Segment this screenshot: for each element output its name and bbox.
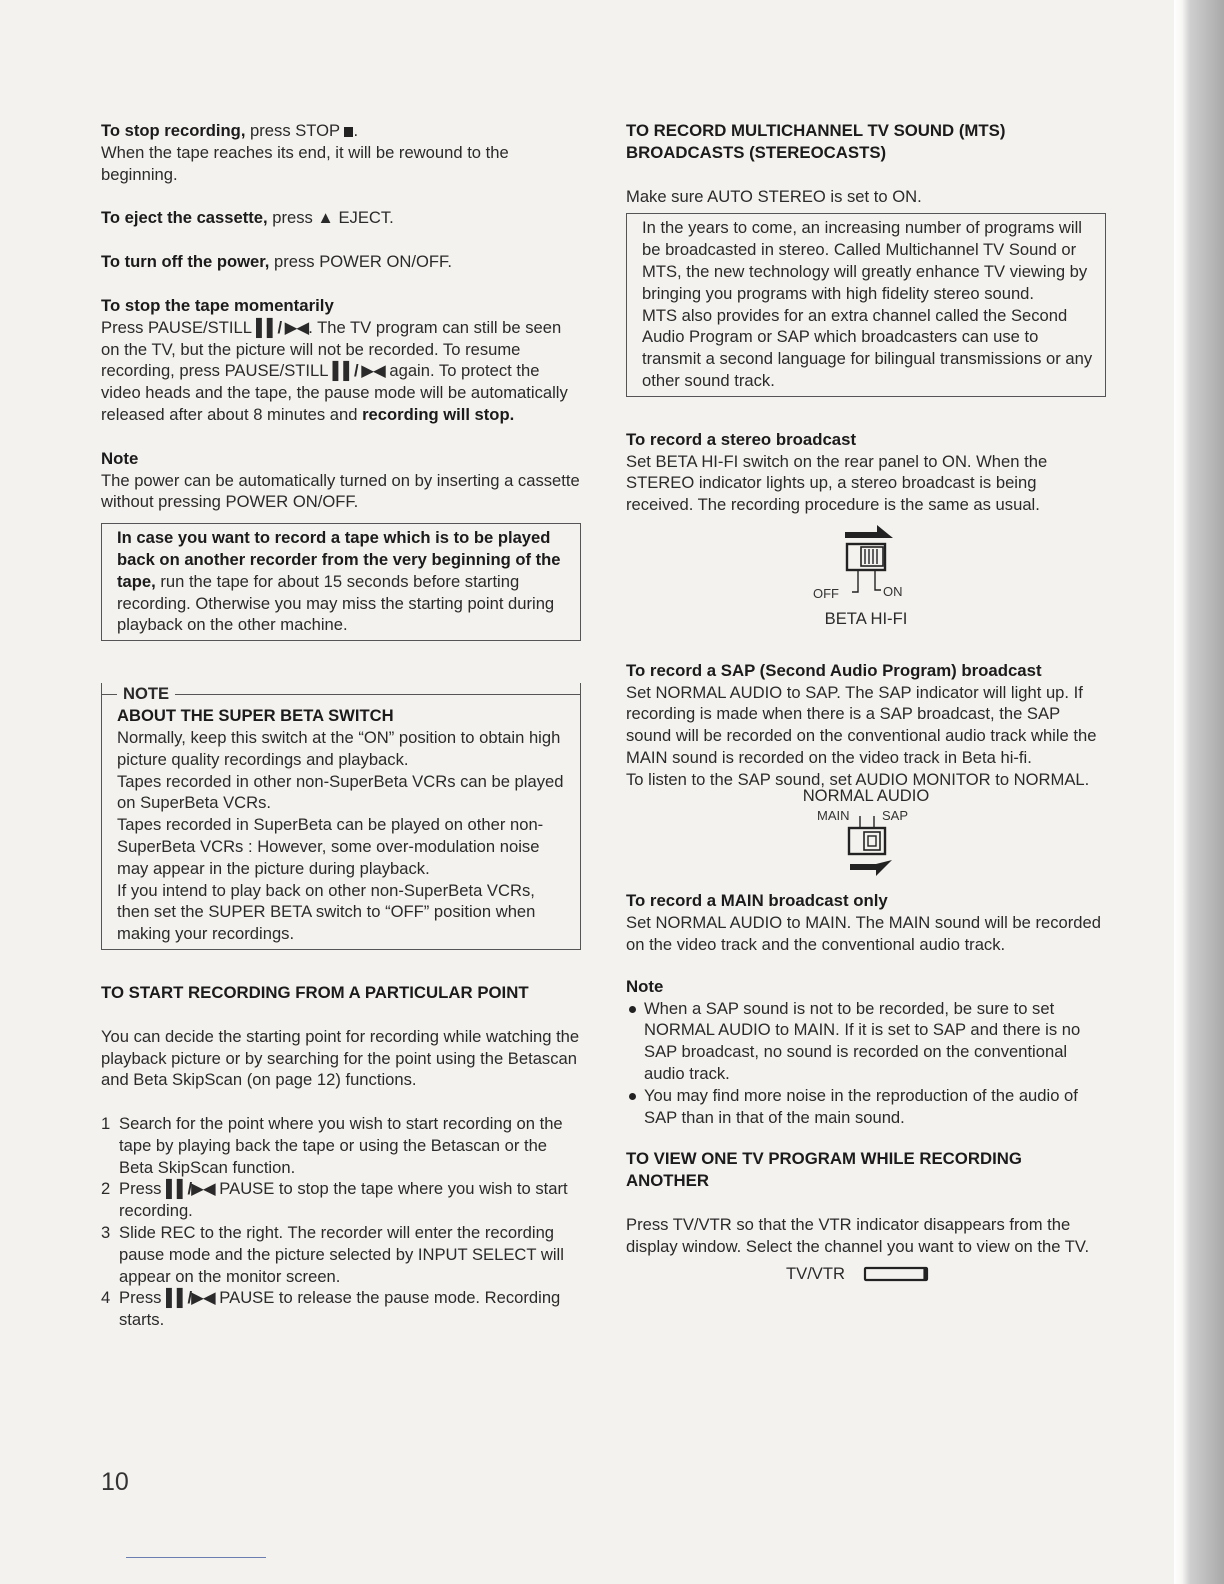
momentary-bold-end: recording will stop. bbox=[362, 404, 515, 424]
step-text-post: PAUSE to stop the tape where you wish to start recording. bbox=[119, 1179, 568, 1221]
momentary-text-2: . The TV program can still be seen on the TV, but the picture will not be recorded. To resume recording, press PAUSE/STILL bbox=[101, 317, 562, 381]
footer-line bbox=[126, 1557, 266, 1558]
step-number: 2 bbox=[101, 1179, 111, 1199]
step-number: 3 bbox=[101, 1223, 111, 1243]
sap-label: SAP bbox=[882, 808, 909, 824]
tape-beginning-text: run the tape for about 15 seconds before starting recording. Otherwise you may miss the starting point during playback on the other machine. bbox=[117, 571, 555, 635]
stop-recording-lead: To stop recording, bbox=[101, 121, 246, 140]
mts-heading: TO RECORD MULTICHANNEL TV SOUND (MTS) BROADCASTS (STEREOCASTS) bbox=[626, 121, 1006, 162]
momentary-paragraph bbox=[101, 317, 581, 426]
step-text: Search for the point where you wish to start recording on the tape by playing back the tape or using the Betascan or the Beta SkipScan function. bbox=[119, 1114, 563, 1177]
view-program-text: Press TV/VTR so that the VTR indicator disappears from the display window. Select the channel you want to view on the TV. bbox=[626, 1214, 1090, 1256]
step-number: 4 bbox=[101, 1288, 111, 1308]
step-text-post: PAUSE to release the pause mode. Recording starts. bbox=[119, 1288, 561, 1330]
normal-audio-switch-icon bbox=[806, 806, 926, 886]
beta-hifi-figure bbox=[626, 522, 1106, 630]
pause-icon: ▌▌/▶◀ bbox=[166, 1179, 215, 1199]
note-label: NOTE bbox=[123, 684, 170, 704]
step-text-pre: Press bbox=[119, 1179, 167, 1199]
power-text: press POWER ON/OFF. bbox=[269, 252, 452, 272]
normal-audio-figure bbox=[626, 785, 1106, 887]
main-label: MAIN bbox=[817, 808, 850, 824]
stereo-text: Set BETA HI-FI switch on the rear panel to ON. When the STEREO indicator lights up, a stereo broadcast is being received. The recording procedure is the same as usual. bbox=[626, 451, 1048, 515]
page-edge-shadow bbox=[1174, 0, 1224, 1584]
step-text: Slide REC to the right. The recorder will enter the recording pause mode and the picture selected by INPUT SELECT will appear on the monitor screen. bbox=[119, 1223, 564, 1286]
eject-text: press ▲ EJECT. bbox=[267, 208, 394, 228]
right-column bbox=[626, 120, 1106, 1285]
stop-recording-body: When the tape reaches its end, it will be rewound to the beginning. bbox=[101, 142, 509, 184]
recording-steps-list bbox=[101, 1113, 581, 1331]
note-item: You may find more noise in the reproduction of the audio of SAP than in that of the main sound. bbox=[626, 1085, 1106, 1129]
off-label: OFF bbox=[813, 585, 839, 601]
momentary-text-3: again. To protect the video heads and the tape, the pause mode will be automatically released after about 8 minutes and bbox=[101, 361, 568, 424]
mts-box-text-1: In the years to come, an increasing number of programs will be broadcasted in stereo. Called Multichannel TV Sound or MTS, the new technology will greatly enhance TV viewing by bringing you programs with high fidelity stereo sound. bbox=[642, 218, 1088, 303]
sap-text-2: To listen to the SAP sound, set AUDIO MONITOR to NORMAL. bbox=[626, 769, 1090, 789]
step-item bbox=[101, 1222, 581, 1287]
beta-hifi-switch-icon bbox=[811, 522, 921, 608]
step-item bbox=[101, 1178, 581, 1222]
step-text-pre: Press bbox=[119, 1288, 167, 1308]
note-heading: Note bbox=[101, 448, 139, 468]
tape-beginning-box bbox=[101, 523, 581, 641]
stop-recording-end: . bbox=[353, 121, 359, 140]
pause-icon: ▌▌/▶◀ bbox=[166, 1288, 215, 1308]
pause-still-icon: ▌▌/ ▶◀ bbox=[255, 317, 309, 337]
super-beta-text-2: Tapes recorded in other non-SuperBeta VCRs can be played on SuperBeta VCRs. bbox=[117, 771, 564, 813]
momentary-text-1: Press PAUSE/STILL bbox=[101, 317, 256, 337]
mts-intro: Make sure AUTO STEREO is set to ON. bbox=[626, 186, 922, 206]
power-lead: To turn off the power, bbox=[101, 252, 270, 272]
tv-vtr-button-icon bbox=[863, 1265, 933, 1283]
stop-recording-text: press STOP bbox=[245, 121, 345, 140]
note-legend bbox=[102, 683, 580, 705]
normal-audio-label: NORMAL AUDIO bbox=[802, 785, 930, 805]
note-item: When a SAP sound is not to be recorded, be sure to set NORMAL AUDIO to MAIN. If it is set to SAP and there is no SAP broadcast, no sound is recorded on the conventional audio track. bbox=[626, 998, 1106, 1085]
tv-vtr-label: TV/VTR bbox=[785, 1264, 845, 1284]
step-number: 1 bbox=[101, 1114, 111, 1134]
stereo-heading: To record a stereo broadcast bbox=[626, 429, 857, 449]
sap-heading: To record a SAP (Second Audio Program) broadcast bbox=[626, 660, 1042, 680]
step-item bbox=[101, 1113, 581, 1178]
beta-hifi-label: BETA HI-FI bbox=[824, 608, 908, 628]
on-label: ON bbox=[883, 583, 903, 599]
super-beta-text-3: Tapes recorded in SuperBeta can be played on other non-SuperBeta VCRs : However, some over-modulation noise may appear in the picture during playback. bbox=[117, 815, 544, 878]
super-beta-heading: ABOUT THE SUPER BETA SWITCH bbox=[117, 706, 394, 726]
note-text: The power can be automatically turned on by inserting a cassette without pressing POWER ON/OFF. bbox=[101, 470, 580, 512]
sap-text: Set NORMAL AUDIO to SAP. The SAP indicator will light up. If recording is made when there is a SAP broadcast, the SAP sound will be recorded on the conventional audio track while the MAIN sound is recorded on the video track in Beta hi-fi. bbox=[626, 682, 1097, 767]
tv-vtr-indicator bbox=[626, 1263, 1106, 1285]
eject-paragraph bbox=[101, 207, 581, 229]
main-text: Set NORMAL AUDIO to MAIN. The MAIN sound will be recorded on the video track and the conventional audio track. bbox=[626, 913, 1101, 954]
tape-beginning-bold: In case you want to record a tape which is to be played back on another recorder from the very beginning of the tape, bbox=[117, 528, 561, 591]
stop-recording-paragraph bbox=[101, 120, 581, 185]
power-paragraph bbox=[101, 251, 581, 273]
right-note-list bbox=[626, 998, 1106, 1129]
main-heading: To record a MAIN broadcast only bbox=[626, 891, 888, 911]
mts-box-text-2: MTS also provides for an extra channel called the Second Audio Program or SAP which broadcasters can use to transmit a second language for bilingual transmissions or any other sound track. bbox=[642, 305, 1093, 390]
super-beta-note-box bbox=[101, 683, 581, 950]
momentary-heading: To stop the tape momentarily bbox=[101, 295, 334, 315]
particular-point-heading: TO START RECORDING FROM A PARTICULAR POINT bbox=[101, 982, 529, 1002]
page-number: 10 bbox=[101, 1468, 129, 1496]
pause-still-icon: ▌▌/ ▶◀ bbox=[332, 361, 385, 381]
view-program-heading: TO VIEW ONE TV PROGRAM WHILE RECORDING ANOTHER bbox=[626, 1149, 1022, 1191]
eject-lead: To eject the cassette, bbox=[101, 208, 268, 228]
super-beta-text-1: Normally, keep this switch at the “ON” position to obtain high picture quality recordings and playback. bbox=[117, 727, 561, 769]
mts-info-box bbox=[626, 213, 1106, 396]
step-item bbox=[101, 1287, 581, 1331]
particular-point-intro: You can decide the starting point for recording while watching the playback picture or by searching for the point using the Betascan and Beta SkipScan (on page 12) functions. bbox=[101, 1026, 580, 1090]
left-column bbox=[101, 120, 581, 1331]
right-note-heading: Note bbox=[626, 976, 664, 996]
super-beta-text-4: If you intend to play back on other non-SuperBeta VCRs, then set the SUPER BETA switch to “OFF” position when making your recordings. bbox=[117, 880, 536, 944]
